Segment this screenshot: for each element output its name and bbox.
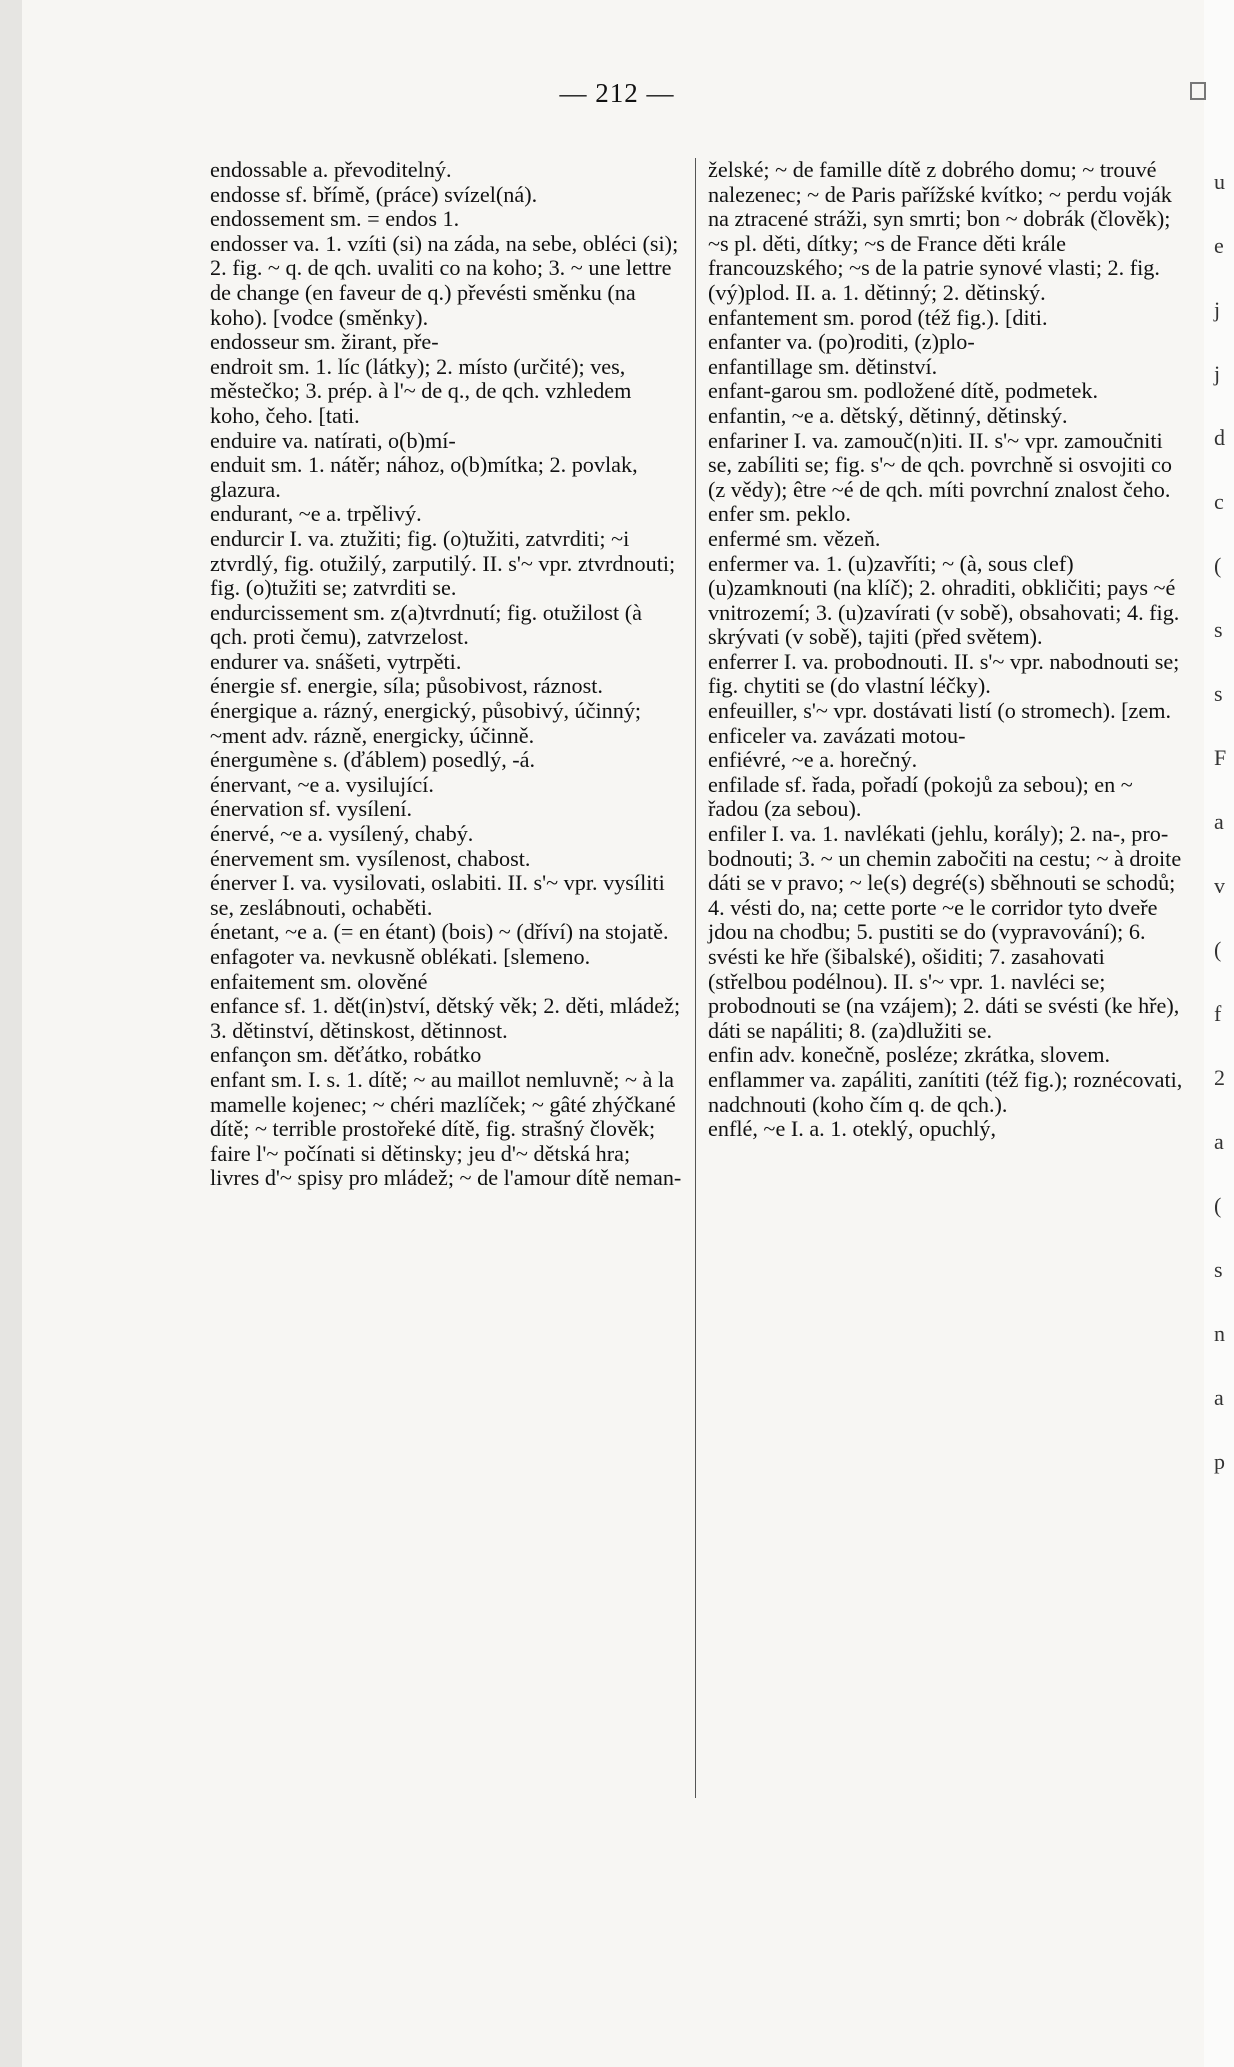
margin-fragment: a: [1214, 809, 1224, 834]
dictionary-entry: énervé, ~e a. vysílený, chabý.: [210, 821, 474, 847]
dictionary-entry: enduire va. natírati, o(b)mí-: [210, 427, 456, 453]
dictionary-entry: enfantement sm. porod (též fig.). [diti.: [708, 304, 1048, 330]
dictionary-entry: enfiévré, ~e a. horečný.: [708, 747, 918, 773]
margin-fragment: s: [1214, 681, 1223, 706]
left-column: [210, 158, 685, 1191]
dictionary-entry: enfance sf. 1. dět(in)ství, dětský věk; 2. děti, mládež; 3. dětinství, dětinskost, dětinnost.: [210, 993, 681, 1043]
dictionary-entry: enduit sm. 1. nátěr; nához, o(b)mítka; 2. povlak, glazura.: [210, 452, 638, 502]
margin-fragment: c: [1214, 489, 1224, 514]
margin-fragment: a: [1214, 1385, 1224, 1410]
margin-fragment: n: [1214, 1321, 1225, 1346]
facing-page-margin-fragments: [1214, 150, 1234, 1494]
dictionary-entry: endosse sf. břímě, (práce) svízel(ná).: [210, 181, 538, 207]
margin-fragment: j: [1214, 297, 1221, 322]
dictionary-entry: enflammer va. zapáliti, zanítiti (též fig.); roznécovati, nadchnouti (koho čím q. de qch.).: [708, 1066, 1183, 1117]
page-left-edge: [0, 0, 22, 2067]
dictionary-entry: enfilade sf. řada, pořadí (pokojů za sebou); en ~ řadou (za sebou).: [708, 771, 1133, 822]
column-divider: [695, 158, 696, 1798]
dictionary-entry: enfermer va. 1. (u)zavříti; ~ (à, sous clef) (u)zamknouti (na klíč); 2. ohraditi, obkličiti; pays ~é vnitrozemí; 3. (u)zavírati (v sobě), obsahovati; 4. fig. skrývati (v sobě), tajiti (před světem).: [708, 550, 1180, 650]
dictionary-entry: želské; ~ de famille dítě z dobrého domu; ~ trouvé nalezenec; ~ de Paris pařížské kvítko; ~ perdu voják na ztracené stráži, syn smrti; bon ~ dobrák (člověk); ~s pl. děti, dítky; ~s de France děti krále francouzského; ~s de la patrie synové vlasti; 2. fig. (vý)plod. II. a. 1. dětinný; 2. dětinský.: [708, 157, 1172, 305]
dictionary-entry: énerver I. va. vysilovati, oslabiti. II. s'~ vpr. vysíliti se, zeslábnouti, ochaběti.: [210, 870, 665, 920]
margin-fragment: p: [1214, 1449, 1225, 1474]
dictionary-entry: enfantin, ~e a. dětský, dětinný, dětinský.: [708, 402, 1068, 428]
dictionary-entry: endurer va. snášeti, vytrpěti.: [210, 648, 462, 674]
margin-fragment: f: [1214, 1001, 1222, 1026]
dictionary-entry: endossement sm. = endos 1.: [210, 206, 460, 232]
margin-fragment: d: [1214, 425, 1225, 450]
dictionary-entry: endosser va. 1. vzíti (si) na záda, na sebe, obléci (si); 2. fig. ~ q. de qch. uvaliti co na koho; 3. ~ une lettre de change (en faveur de q.) převésti směnku (na koho). [vodce (směnky).: [210, 230, 679, 330]
dictionary-entry: enfaitement sm. olověné: [210, 968, 428, 994]
margin-fragment: a: [1214, 1129, 1224, 1154]
margin-fragment: (: [1214, 553, 1222, 578]
dictionary-entry: enfer sm. peklo.: [708, 501, 851, 527]
dictionary-entry: endossable a. převoditelný.: [210, 157, 452, 182]
dictionary-entry: enfantillage sm. dětinství.: [708, 353, 938, 379]
margin-fragment: F: [1214, 745, 1227, 770]
dictionary-entry: enfanter va. (po)roditi, (z)plo-: [708, 329, 975, 355]
dictionary-entry: endurant, ~e a. trpělivý.: [210, 501, 422, 527]
dictionary-entry: énergumène s. (ďáblem) posedlý, -á.: [210, 747, 536, 773]
margin-fragment: j: [1214, 361, 1221, 386]
dictionary-entry: enfermé sm. vězeň.: [708, 525, 881, 551]
dictionary-entry: énervation sf. vysílení.: [210, 796, 413, 822]
dictionary-entry: énergie sf. energie, síla; působivost, ráznost.: [210, 673, 603, 699]
dictionary-entry: endroit sm. 1. líc (látky); 2. místo (určité); ves, městečko; 3. prép. à l'~ de q., de qch. vzhledem koho, čeho. [tati.: [210, 353, 632, 428]
right-column: [708, 158, 1183, 1142]
margin-fragment: 2: [1214, 1065, 1225, 1090]
dictionary-entry: enflé, ~e I. a. 1. oteklý, opuchlý,: [708, 1116, 997, 1142]
dictionary-entry: enfagoter va. nevkusně oblékati. [slemeno.: [210, 944, 591, 969]
dictionary-entry: enferrer I. va. probodnouti. II. s'~ vpr. nabodnouti se; fig. chytiti se (do vlastní léčky).: [708, 648, 1180, 699]
margin-fragment: (: [1214, 1193, 1222, 1218]
margin-fragment: s: [1214, 1257, 1223, 1282]
dictionary-entry: endosseur sm. žirant, pře-: [210, 329, 439, 355]
dictionary-entry: énetant, ~e a. (= en étant) (bois) ~ (dříví) na stojatě.: [210, 919, 669, 945]
dictionary-entry: enfant sm. I. s. 1. dítě; ~ au maillot nemluvně; ~ à la mamelle kojenec; ~ chéri mazlíček; ~ gâté zhýčkané dítě; ~ terrible prostořeké dítě, fig. strašný člověk; faire l'~ počínati si dětinsky; jeu d'~ dětská hra; livres d'~ spisy pro mládež; ~ de l'amour dítě neman-: [210, 1066, 682, 1191]
margin-fragment: e: [1214, 233, 1224, 258]
dictionary-entry: énergique a. rázný, energický, působivý, účinný; ~ment adv. rázně, energicky, účinně.: [210, 698, 642, 748]
margin-fragment: v: [1214, 873, 1225, 898]
dictionary-entry: enfin adv. konečně, posléze; zkrátka, slovem.: [708, 1042, 1111, 1068]
dictionary-entry: enfant-garou sm. podložené dítě, podmetek.: [708, 378, 1099, 404]
dictionary-entry: énervement sm. vysílenost, chabost.: [210, 845, 531, 871]
page-number: — 212 —: [559, 78, 675, 108]
margin-fragment: u: [1214, 169, 1225, 194]
dictionary-entry: enficeler va. zavázati motou-: [708, 722, 966, 748]
dictionary-entry: endurcir I. va. ztužiti; fig. (o)tužiti, zatvrditi; ~i ztvrdlý, fig. otužilý, zarputilý. II. s'~ vpr. ztvrdnouti; fig. (o)tužiti se; zatvrditi se.: [210, 525, 676, 601]
dictionary-entry: endurcissement sm. z(a)tvrdnutí; fig. otužilost (à qch. proti čemu), zatvrzelost.: [210, 599, 642, 650]
margin-fragment: s: [1214, 617, 1223, 642]
dictionary-entry: énervant, ~e a. vysilující.: [210, 771, 434, 797]
dictionary-entry: enfiler I. va. 1. navlékati (jehlu, korály); 2. na-, pro-bodnouti; 3. ~ un chemin zabočiti na cestu; ~ à droite dáti se v pravo; ~ le(s) degré(s) sběhnouti se schodů; 4. vésti do, na; cette porte ~e le corridor tyto dveře jdou na chodbu; 5. pustiti se do (vypravování); 6. svésti ke hře (šibalské), ošiditi; 7. zasahovati (střelbou podélnou). II. s'~ vpr. 1. navléci se; probodnouti se (na vzájem); 2. dáti se svésti (ke hře), dáti se napáliti; 8. (za)dlužiti se.: [708, 821, 1182, 1043]
dictionary-entry: enfariner I. va. zamouč(n)iti. II. s'~ vpr. zamoučniti se, zabíliti se; fig. s'~ de qch. povrchně si osvojiti co (z vědy); être ~é de qch. míti povrchní znalost čeho.: [708, 427, 1172, 502]
dictionary-entry: enfeuiller, s'~ vpr. dostávati listí (o stromech). [zem.: [708, 698, 1172, 724]
margin-fragment: (: [1214, 937, 1222, 962]
dictionary-entry: enfançon sm. děťátko, robátko: [210, 1042, 482, 1068]
